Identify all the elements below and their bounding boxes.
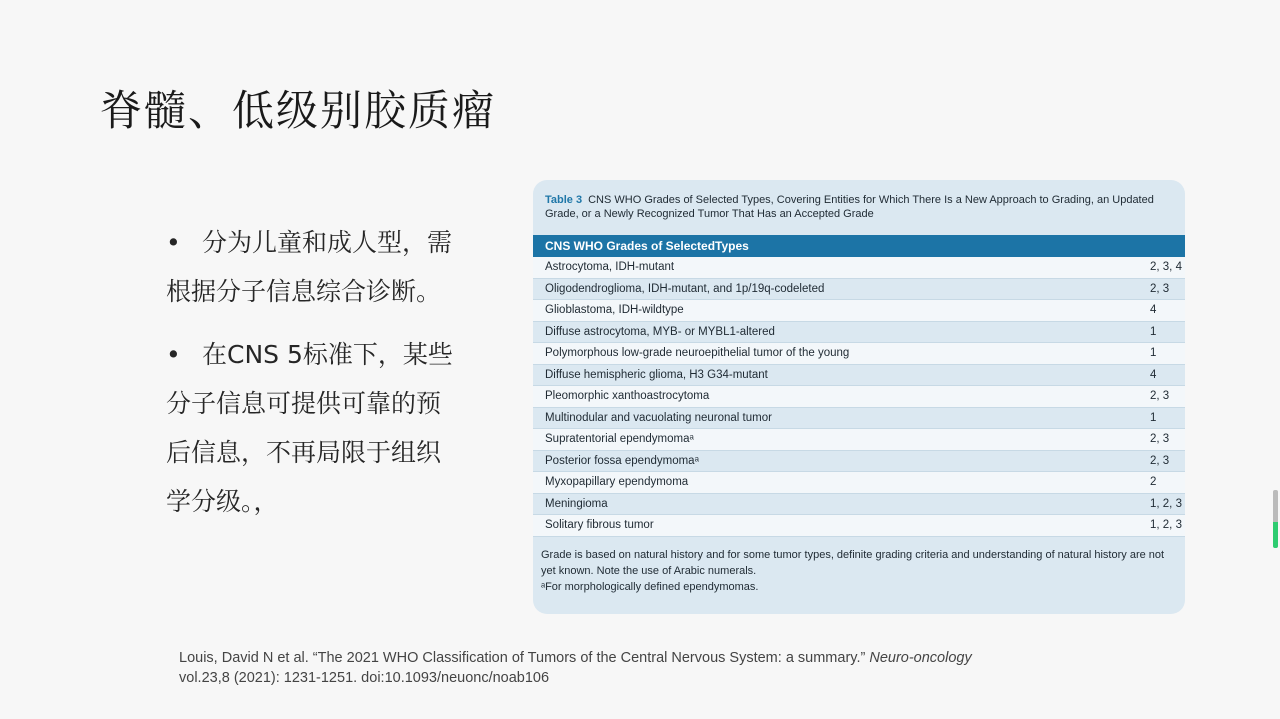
table-row [533, 365, 1185, 387]
citation-journal: Neuro-oncology [869, 650, 972, 666]
table-header: CNS WHO Grades of SelectedTypes [533, 235, 1185, 257]
grade: 2, 3 [1150, 454, 1170, 467]
table-label: Table 3 [545, 194, 583, 206]
table-row [533, 494, 1185, 516]
tumor-type: Myxopapillary ependymoma [545, 476, 689, 488]
table-caption-text: CNS WHO Grades of Selected Types, Covering Entities for Which There Is a New Approach to Grading, an Updated Grade, or a Newly Recognized Tumor That Has an Accepted Grade [545, 194, 1154, 220]
bullet-icon: • [166, 340, 181, 369]
bullet-text: 分为儿童和成人型，需根据分子信息综合诊断。 [166, 228, 453, 306]
tumor-type: Glioblastoma, IDH-wildtype [545, 304, 684, 316]
tumor-type: Polymorphous low-grade neuroepithelial tumor of the young [545, 347, 850, 359]
table-row [533, 343, 1185, 365]
bullet-item [166, 218, 456, 316]
table-footnotes [541, 547, 1181, 595]
tumor-type: Solitary fibrous tumor [545, 519, 654, 531]
grade: 1 [1150, 411, 1157, 424]
grade: 1 [1150, 347, 1157, 359]
grade: 1, 2, 3 [1150, 497, 1182, 510]
table-row [533, 257, 1185, 279]
bullet-list [166, 218, 456, 540]
citation-line-2: vol.23,8 (2021): 1231-1251. doi:10.1093/neuonc/noab106 [179, 670, 550, 686]
tumor-type: Posterior fossa ependymomaᵃ [545, 454, 699, 467]
grade: 2 [1150, 476, 1157, 488]
tumor-type: Diffuse hemispheric glioma, H3 G34-mutant [545, 368, 768, 381]
grade: 1, 2, 3 [1150, 519, 1182, 531]
tumor-type: Multinodular and vacuolating neuronal tumor [545, 411, 772, 424]
grade: 2, 3, 4 [1150, 261, 1182, 273]
tumor-type: Supratentorial ependymomaᵃ [545, 433, 694, 445]
tumor-type: Pleomorphic xanthoastrocytoma [545, 390, 710, 402]
citation-text: Louis, David N et al. “The 2021 WHO Classification of Tumors of the Central Nervous System: a summary.” [179, 650, 866, 666]
footnote-grading: Grade is based on natural history and for some tumor types, definite grading criteria and understanding of natural history are not yet known. Note the use of Arabic numerals. [541, 549, 1165, 577]
table-row [533, 322, 1185, 344]
grade: 2, 3 [1150, 390, 1170, 402]
bullet-icon: • [166, 228, 181, 257]
grade: 4 [1150, 304, 1157, 316]
table-row [533, 279, 1185, 301]
grade: 2, 3 [1150, 433, 1170, 445]
table-caption [545, 193, 1173, 221]
tumor-type: Oligodendroglioma, IDH-mutant, and 1p/19q-codeleted [545, 282, 825, 295]
scrollbar[interactable] [1273, 490, 1278, 548]
grade: 4 [1150, 368, 1157, 381]
table-row [533, 386, 1185, 408]
grade: 1 [1150, 325, 1157, 338]
table-row [533, 300, 1185, 322]
tumor-type: Diffuse astrocytoma, MYB- or MYBL1-altered [545, 325, 775, 338]
table-row [533, 408, 1185, 430]
slide-title: 脊髓、低级别胶质瘤 [100, 86, 497, 135]
table-row [533, 429, 1185, 451]
footnote-ependymoma: ᵃFor morphologically defined ependymomas. [541, 581, 759, 593]
table-row [533, 472, 1185, 494]
table-row [533, 515, 1185, 537]
table-body [533, 257, 1185, 537]
bullet-text: 在CNS 5标准下，某些分子信息可提供可靠的预后信息，不再局限于组织学分级。， [166, 340, 453, 516]
citation-line-1 [179, 648, 972, 668]
table-row [533, 451, 1185, 473]
tumor-type: Astrocytoma, IDH-mutant [545, 261, 675, 273]
tumor-type: Meningioma [545, 497, 608, 510]
bullet-item [166, 330, 456, 526]
who-grades-table [533, 180, 1185, 614]
citation [179, 648, 972, 688]
grade: 2, 3 [1150, 282, 1170, 295]
